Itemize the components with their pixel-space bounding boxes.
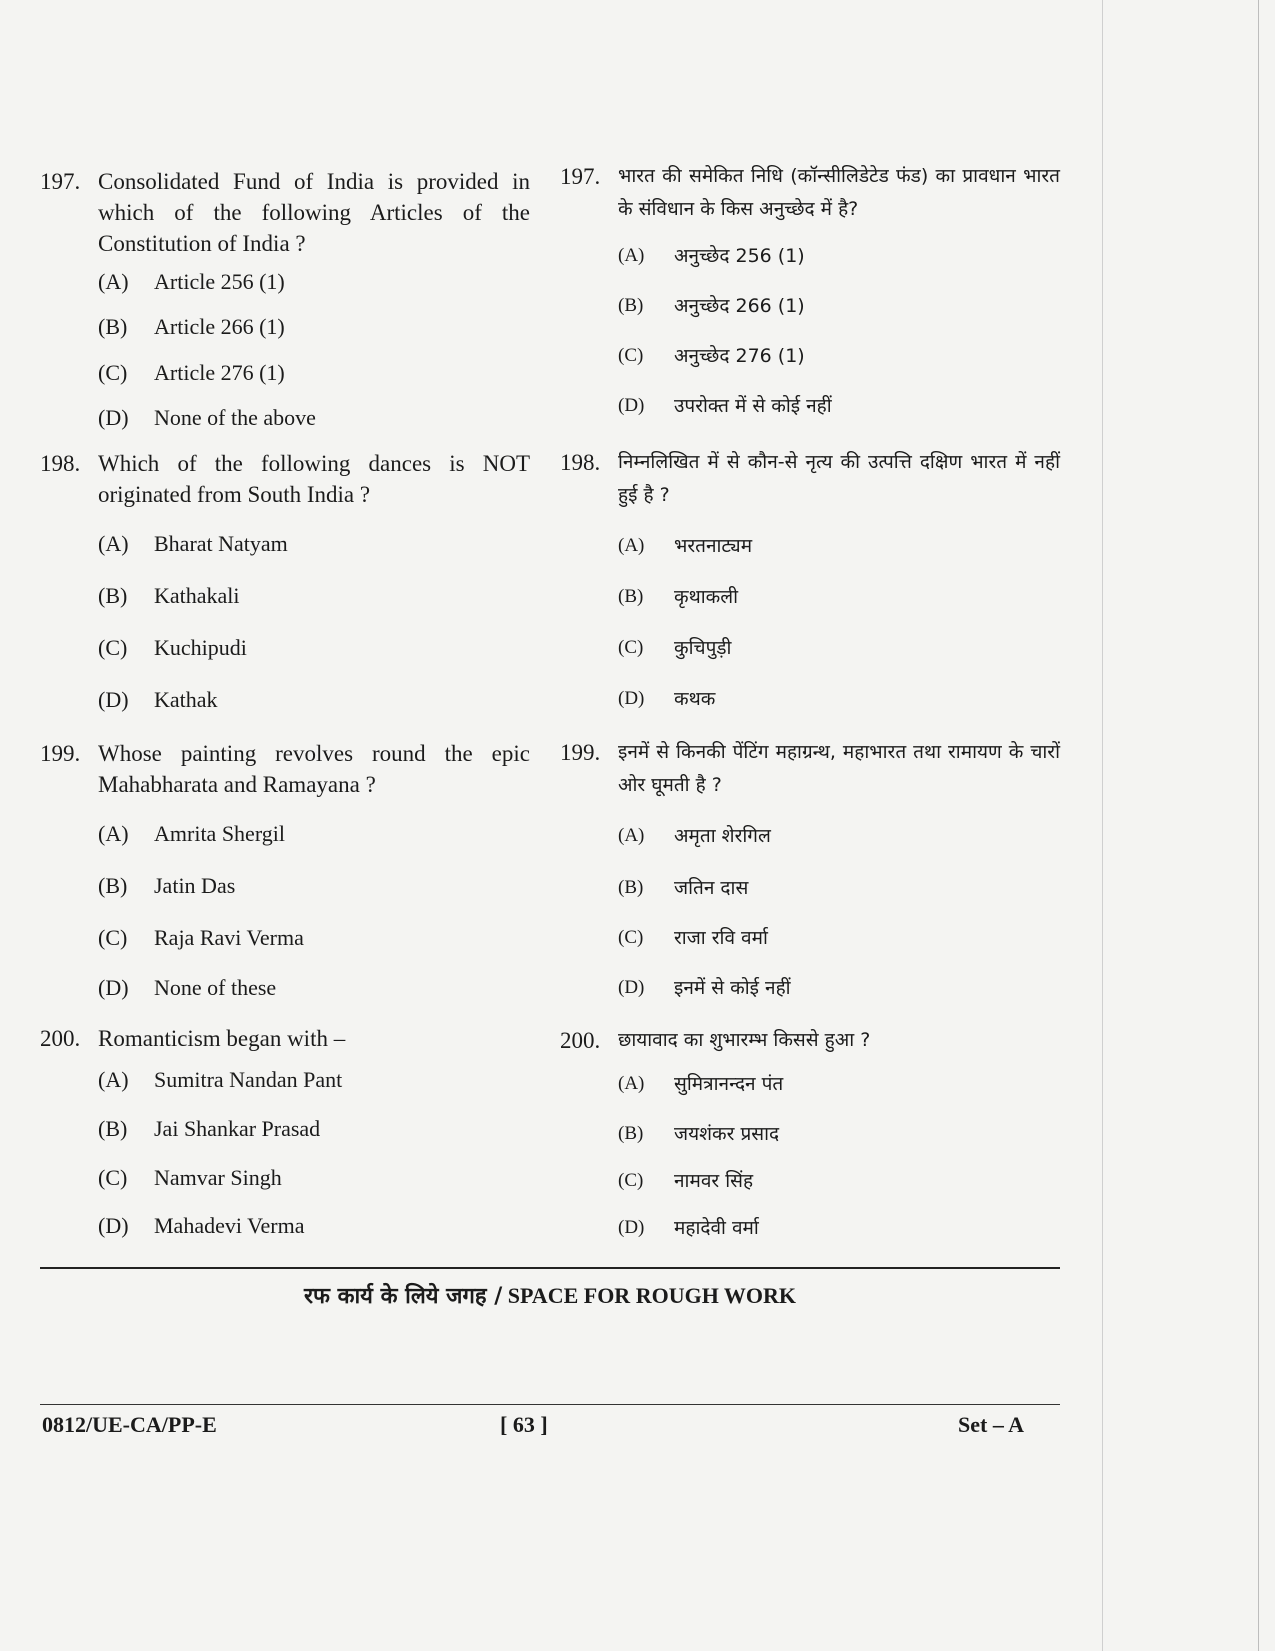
question-text: छायावाद का शुभारम्भ किससे हुआ ?	[618, 1029, 871, 1051]
option-a: (A) सुमित्रानन्दन पंत	[618, 1073, 784, 1095]
option-a: (A) Article 256 (1)	[98, 269, 285, 294]
question-number: 199.	[40, 741, 81, 766]
option-d: (D) None of the above	[98, 405, 316, 430]
option-a: (A) भरतनाट्यम	[618, 535, 753, 557]
question-200-hi	[560, 1024, 1060, 1239]
option-c: (C) Raja Ravi Verma	[98, 925, 304, 950]
booklet-code: 0812/UE-CA/PP-E	[42, 1412, 217, 1437]
question-197-en	[40, 166, 530, 430]
option-d: (D) None of these	[98, 975, 277, 1000]
option-b: (B) Article 266 (1)	[98, 314, 285, 339]
option-d: (D) कथक	[618, 688, 716, 710]
option-a: (A) Bharat Natyam	[98, 531, 288, 556]
option-d: (D) Kathak	[98, 687, 218, 712]
option-c: (C) नामवर सिंह	[618, 1170, 754, 1192]
question-text: भारत की समेकित निधि (कॉन्सीलिडेटेड फंड) का प्रावधान भारत के संविधान के किस अनुच्छेद में है?	[618, 165, 1060, 220]
question-text: Consolidated Fund of India is provided in which of the following Articles of the Constitution of India ?	[98, 169, 530, 256]
question-number: 199.	[560, 740, 601, 765]
question-number: 197.	[40, 169, 81, 194]
question-text: Romanticism began with –	[98, 1026, 346, 1051]
set-label: Set – A	[958, 1412, 1024, 1437]
option-b: (B) जयशंकर प्रसाद	[618, 1123, 780, 1145]
option-a: (A) अनुच्छेद 256 (1)	[618, 245, 805, 267]
option-b: (B) Jatin Das	[98, 873, 236, 898]
option-a: (A) अमृता शेरगिल	[618, 825, 771, 847]
option-c: (C) अनुच्छेद 276 (1)	[618, 345, 805, 367]
question-text: निम्नलिखित में से कौन-से नृत्य की उत्पत्ति दक्षिण भारत में नहीं हुई है ?	[618, 451, 1060, 506]
question-199-hi	[560, 736, 1060, 999]
footer-divider	[40, 1404, 1060, 1405]
option-a: (A) Sumitra Nandan Pant	[98, 1067, 343, 1092]
option-c: (C) Namvar Singh	[98, 1165, 282, 1190]
option-d: (D) इनमें से कोई नहीं	[618, 977, 791, 999]
divider	[40, 1267, 1060, 1269]
question-number: 197.	[560, 164, 601, 189]
option-c: (C) Article 276 (1)	[98, 360, 285, 385]
option-b: (B) अनुच्छेद 266 (1)	[618, 295, 805, 317]
page-number: [ 63 ]	[500, 1412, 548, 1437]
option-a: (A) Amrita Shergil	[98, 821, 285, 846]
question-198-en	[40, 448, 530, 712]
option-b: (B) जतिन दास	[618, 877, 749, 899]
question-197-hi	[560, 160, 1060, 417]
question-number: 198.	[40, 451, 81, 476]
question-number: 200.	[40, 1026, 81, 1051]
option-d: (D) उपरोक्त में से कोई नहीं	[618, 395, 832, 417]
question-text: इनमें से किनकी पेंटिंग महाग्रन्थ, महाभारत तथा रामायण के चारों ओर घूमती है ?	[618, 741, 1060, 796]
option-d: (D) महादेवी वर्मा	[618, 1217, 759, 1239]
question-198-hi	[560, 446, 1060, 710]
question-199-en	[40, 738, 530, 1000]
scan-edge-line	[1102, 0, 1103, 1651]
option-b: (B) Jai Shankar Prasad	[98, 1116, 321, 1141]
option-c: (C) राजा रवि वर्मा	[618, 927, 768, 949]
option-c: (C) Kuchipudi	[98, 635, 247, 660]
option-c: (C) कुचिपुड़ी	[618, 637, 732, 659]
option-b: (B) Kathakali	[98, 583, 240, 608]
question-number: 200.	[560, 1028, 601, 1053]
question-number: 198.	[560, 450, 601, 475]
rough-work-label: रफ कार्य के लिये जगह / SPACE FOR ROUGH WORK	[303, 1283, 797, 1309]
question-text: Whose painting revolves round the epic Mahabharata and Ramayana ?	[98, 741, 530, 797]
scan-edge-line	[1258, 0, 1259, 1651]
option-b: (B) कृथाकली	[618, 586, 739, 608]
question-text: Which of the following dances is NOT originated from South India ?	[98, 451, 530, 507]
question-200-en	[40, 1023, 530, 1238]
option-d: (D) Mahadevi Verma	[98, 1213, 305, 1238]
